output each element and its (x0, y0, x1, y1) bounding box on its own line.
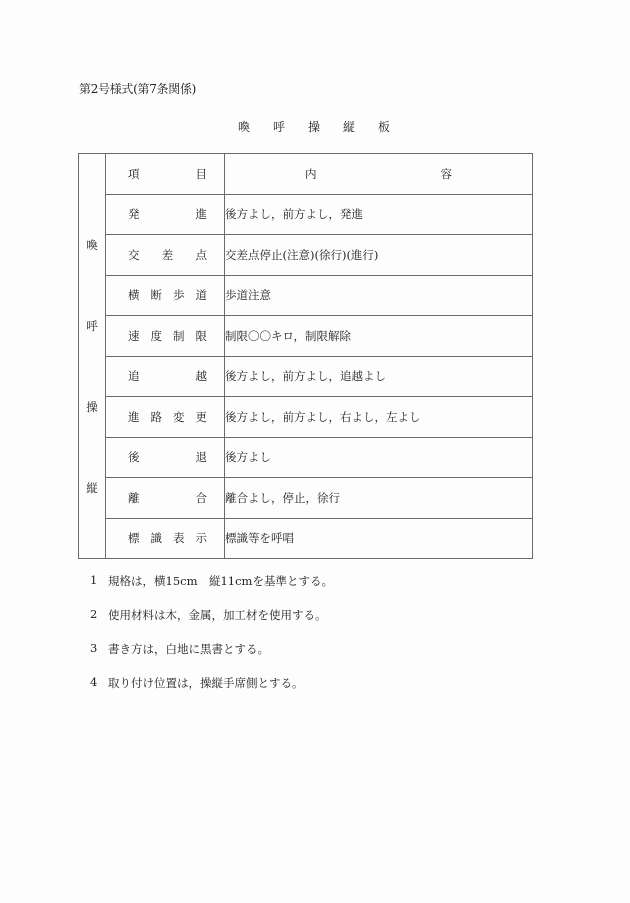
notes-list (90, 573, 333, 709)
content-cell: 後方よし，前方よし，発進 (225, 194, 533, 235)
content-cell: 制限〇〇キロ，制限解除 (225, 316, 533, 357)
item-char: 限 (195, 328, 207, 343)
table-row (79, 356, 533, 397)
table-row (79, 397, 533, 438)
side-label-char: 呼 (86, 318, 98, 333)
item-char: 進 (128, 409, 140, 424)
item-cell (106, 316, 225, 357)
table-row (79, 437, 533, 478)
note-number: 1 (90, 573, 98, 587)
side-label-cell (79, 154, 106, 559)
title-char: 板 (378, 120, 391, 134)
content-cell: 標識等を呼唱 (225, 518, 533, 559)
note-item (90, 607, 333, 641)
side-label-char: 喚 (86, 237, 98, 252)
item-char: 示 (195, 531, 207, 546)
item-char: 表 (173, 531, 185, 546)
note-text: 書き方は，白地に黒書とする。 (108, 642, 269, 656)
item-char: 交 (128, 247, 140, 262)
note-item (90, 675, 333, 709)
table-row (79, 235, 533, 276)
note-number: 4 (90, 675, 98, 689)
item-char: 断 (150, 288, 162, 303)
item-char: 制 (173, 328, 185, 343)
table-row (79, 478, 533, 519)
content-cell: 離合よし，停止，徐行 (225, 478, 533, 519)
document-title (238, 118, 413, 135)
table-row (79, 518, 533, 559)
header-content-char: 内 (305, 166, 317, 181)
item-cell (106, 397, 225, 438)
item-cell (106, 478, 225, 519)
table-row (79, 275, 533, 316)
title-char: 操 (308, 120, 321, 134)
item-cell (106, 275, 225, 316)
item-char: 進 (195, 207, 207, 222)
content-cell: 交差点停止(注意)(徐行)(進行) (225, 235, 533, 276)
item-char: 退 (195, 450, 207, 465)
content-cell: 後方よし，前方よし，右よし，左よし (225, 397, 533, 438)
item-char: 標 (128, 531, 140, 546)
content-cell: 後方よし，前方よし，追越よし (225, 356, 533, 397)
title-char: 縦 (343, 120, 356, 134)
item-char: 離 (128, 490, 140, 505)
item-char: 度 (150, 328, 162, 343)
table-header-row (79, 154, 533, 195)
note-item (90, 641, 333, 675)
title-char: 喚 (238, 120, 251, 134)
item-cell (106, 518, 225, 559)
note-text: 使用材料は木，金属，加工材を使用する。 (108, 608, 327, 622)
item-char: 変 (173, 409, 185, 424)
table-row (79, 194, 533, 235)
item-char: 路 (150, 409, 162, 424)
side-label-char: 縦 (86, 480, 98, 495)
item-char: 歩 (173, 288, 185, 303)
header-content (225, 154, 533, 195)
callout-table (78, 153, 533, 559)
item-char: 点 (195, 247, 207, 262)
item-char: 発 (128, 207, 140, 222)
header-item (106, 154, 225, 195)
content-cell: 後方よし (225, 437, 533, 478)
content-cell: 歩道注意 (225, 275, 533, 316)
item-cell (106, 235, 225, 276)
item-char: 横 (128, 288, 140, 303)
note-text: 規格は，横15cm 縦11cmを基準とする。 (108, 574, 333, 588)
table-row (79, 316, 533, 357)
title-char: 呼 (273, 120, 286, 134)
note-text: 取り付け位置は，操縦手席側とする。 (108, 676, 304, 690)
item-cell (106, 437, 225, 478)
header-content-char: 容 (440, 166, 452, 181)
item-cell (106, 194, 225, 235)
header-item-char: 目 (195, 166, 207, 181)
item-char: 識 (150, 531, 162, 546)
item-char: 差 (161, 247, 174, 262)
item-char: 道 (195, 288, 207, 303)
item-char: 越 (195, 369, 207, 384)
item-char: 更 (195, 409, 207, 424)
item-char: 追 (128, 369, 140, 384)
item-cell (106, 356, 225, 397)
item-char: 後 (128, 450, 140, 465)
note-number: 2 (90, 607, 98, 621)
side-label-char: 操 (86, 399, 98, 414)
header-item-char: 項 (128, 166, 140, 181)
note-item (90, 573, 333, 607)
note-number: 3 (90, 641, 98, 655)
item-char: 合 (195, 490, 207, 505)
form-number: 第2号様式(第7条関係) (79, 82, 197, 96)
item-char: 速 (128, 328, 140, 343)
